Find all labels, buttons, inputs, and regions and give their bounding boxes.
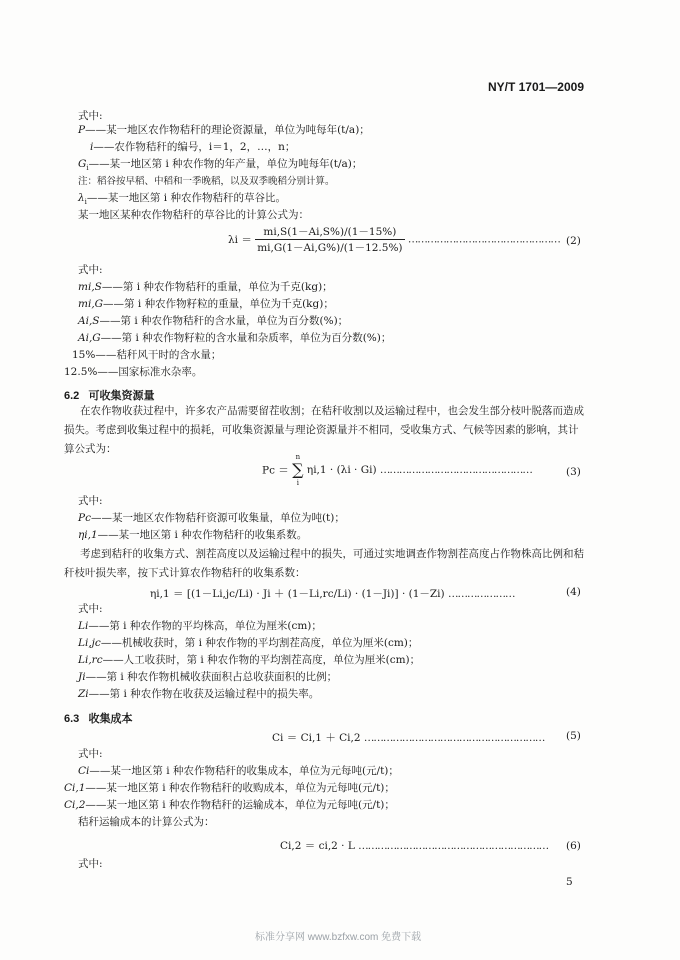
equation-number: (3) [566, 466, 581, 478]
equation-body: ηi,1 · (λi · Gi) [306, 464, 377, 476]
equation-body: ηi,1 ＝ [(1－Li,jc/Li) · Ji ＋ (1－Li,rc/Li) · (1－Ji)] · (1－Zi) [150, 588, 445, 600]
where-label: 式中: [78, 858, 103, 870]
definition-text: ——某一地区第 i 种农作物秸秆的草谷比。 [86, 192, 286, 204]
symbol: i [90, 141, 94, 153]
definition-line [78, 158, 362, 175]
sigma-symbol: ∑ [292, 460, 304, 479]
definition-text: ——某一地区第 i 种农作物秸秆的收集成本，单位为元每吨(元/t)； [89, 765, 399, 777]
definition-line [64, 799, 395, 812]
definition-text: ——第 i 种农作物籽粒的重量，单位为千克(kg)； [103, 298, 334, 310]
paragraph: 在农作物收获过程中，许多农产品需要留茬收割；在秸秆收割以及运输过程中，也会发生部分枝叶脱落而造成损失。考虑到收集过程中的损耗，可收集资源量与理论资源量并不相同，受收集方式、气候等因素的影响，其计算公式为： [64, 405, 584, 455]
definition-line [78, 637, 418, 650]
symbol-subscript: i [84, 198, 87, 207]
equation-number: (6) [566, 840, 581, 852]
symbol: 12.5% [64, 366, 98, 378]
standard-number: NY/T 1701—2009 [487, 80, 584, 94]
equation-5 [272, 730, 544, 745]
equation-2 [228, 224, 560, 255]
equation-4 [150, 586, 514, 601]
equation-body: Ci ＝ Ci,1 ＋ Ci,2 [272, 732, 361, 744]
where-label: 式中: [78, 603, 103, 615]
formula-intro: 某一地区某种农作物秸秆的草谷比的计算公式为： [78, 209, 309, 221]
where-label: 式中: [78, 495, 103, 507]
symbol: Ci [78, 765, 90, 777]
definition-line [78, 671, 337, 684]
definition-text: ——第 i 种农作物机械收获面积占总收获面积的比例； [85, 671, 338, 683]
definition-text: ——第 i 种农作物秸秆的重量，单位为千克(kg)； [101, 281, 333, 293]
symbol: Ci,1 [64, 782, 86, 794]
leader-dots: ………………………………………… [379, 464, 532, 476]
section-title: 收集成本 [88, 713, 133, 725]
where-label: 式中: [78, 110, 103, 122]
symbol: Li,jc [78, 637, 101, 649]
equation-lhs: Pc ＝ [262, 464, 289, 477]
symbol: Li [78, 620, 89, 632]
definition-line [78, 192, 286, 209]
leader-dots: ………………………………………………… [363, 732, 545, 744]
symbol: ηi,1 [78, 529, 98, 541]
symbol: Ji [78, 671, 86, 683]
definition-text: ——国家标准水杂率。 [97, 366, 203, 378]
definition-text: ——第 i 种农作物在收获及运输过程中的损失率。 [88, 688, 320, 700]
equation-3 [262, 452, 532, 488]
fraction [255, 224, 404, 255]
section-heading-6-3 [64, 710, 132, 726]
section-number: 6.2 [64, 390, 80, 402]
definition-line [78, 654, 420, 667]
definition-text: ——第 i 种农作物籽粒的含水量和杂质率，单位为百分数(%)； [100, 332, 392, 344]
definition-text: ——某一地区第 i 种农作物的年产量，单位为吨每年(t/a)； [88, 158, 363, 170]
definition-text: ——某一地区农作物秸秆的理论资源量，单位为吨每年(t/a)； [85, 124, 370, 136]
symbol: 15% [72, 349, 96, 361]
section-number: 6.3 [64, 713, 80, 725]
equation-body: Ci,2 ＝ ci,2 · L [280, 840, 355, 852]
definition-line [78, 332, 391, 345]
symbol: λ [78, 192, 85, 204]
equation-number: (5) [566, 730, 581, 742]
definition-line [78, 124, 370, 137]
summation [292, 452, 303, 488]
equation-6 [280, 838, 548, 853]
equation-number: (2) [566, 235, 581, 247]
definition-text: ——某一地区第 i 种农作物秸秆的收集系数。 [97, 529, 308, 541]
definition-line [78, 298, 334, 311]
symbol: Ci,2 [64, 799, 86, 811]
symbol: mi,S [78, 281, 102, 293]
definition-line [78, 529, 307, 542]
definition-line [64, 782, 395, 795]
symbol: Zi [78, 688, 89, 700]
symbol: mi,G [78, 298, 104, 310]
definition-text: ——第 i 种农作物秸秆的含水量，单位为百分数(%)； [99, 315, 349, 327]
leader-dots: ………………… [447, 588, 515, 600]
watermark: 标准分享网 www.bzfxw.com 免费下载 [255, 932, 422, 943]
definition-line [78, 765, 399, 778]
definition-text: ——秸秆风干时的含水量； [95, 349, 222, 361]
symbol-subscript: i [86, 164, 89, 173]
where-label: 式中: [78, 264, 103, 276]
symbol: P [78, 124, 86, 136]
section-heading-6-2 [64, 387, 154, 403]
note-line: 注：稻谷按早稻、中稻和一季晚稻，以及双季晚稻分别计算。 [78, 176, 335, 187]
definition-text: ——某一地区第 i 种农作物秸秆的运输成本，单位为元每吨(元/t)； [85, 799, 395, 811]
definition-line [78, 281, 333, 294]
definition-line [78, 512, 345, 525]
definition-line [90, 141, 295, 154]
definition-line [78, 315, 348, 328]
sum-upper-limit: n [295, 453, 301, 461]
formula-intro: 秸秆运输成本的计算公式为： [78, 816, 215, 828]
fraction-numerator: mi,S(1－Ai,S%)/(1－15%) [255, 224, 404, 240]
definition-text: ——某一地区农作物秸秆资源可收集量，单位为吨(t)； [90, 512, 345, 524]
symbol: Li,rc [78, 654, 103, 666]
symbol: Ai,S [78, 315, 100, 327]
symbol: G [78, 158, 87, 170]
definition-text: ——机械收获时，第 i 种农作物的平均割茬高度，单位为厘米(cm)； [100, 637, 419, 649]
section-title: 可收集资源量 [88, 390, 155, 402]
symbol: Pc [78, 512, 91, 524]
definition-line [78, 620, 322, 633]
definition-line [78, 688, 319, 701]
definition-text: ——某一地区第 i 种农作物秸秆的收购成本，单位为元每吨(元/t)； [85, 782, 395, 794]
leader-dots: …………………………………………………… [358, 840, 549, 852]
definition-text: ——第 i 种农作物的平均株高，单位为厘米(cm)； [88, 620, 322, 632]
definition-line [64, 366, 202, 379]
sum-lower-limit: i [296, 479, 299, 487]
fraction-denominator: mi,G(1－Ai,G%)/(1－12.5%) [257, 242, 403, 254]
equation-lhs: λi ＝ [228, 234, 252, 246]
equation-number: (4) [566, 586, 581, 598]
definition-text: ——人工收获时，第 i 种农作物的平均割茬高度，单位为厘米(cm)； [102, 654, 421, 666]
definition-text: ——农作物秸秆的编号，i＝1，2，…，n； [93, 141, 296, 153]
leader-dots: ………………………………………… [407, 233, 560, 246]
where-label: 式中: [78, 748, 103, 760]
paragraph: 考虑到秸秆的收集方式、割茬高度以及运输过程中的损失，可通过实地调查作物割茬高度占作物株高比例和秸秆枝叶损失率，按下式计算农作物秸秆的收集系数： [64, 548, 584, 579]
symbol: Ai,G [78, 332, 101, 344]
page-number: 5 [566, 876, 573, 888]
definition-line [72, 349, 221, 362]
